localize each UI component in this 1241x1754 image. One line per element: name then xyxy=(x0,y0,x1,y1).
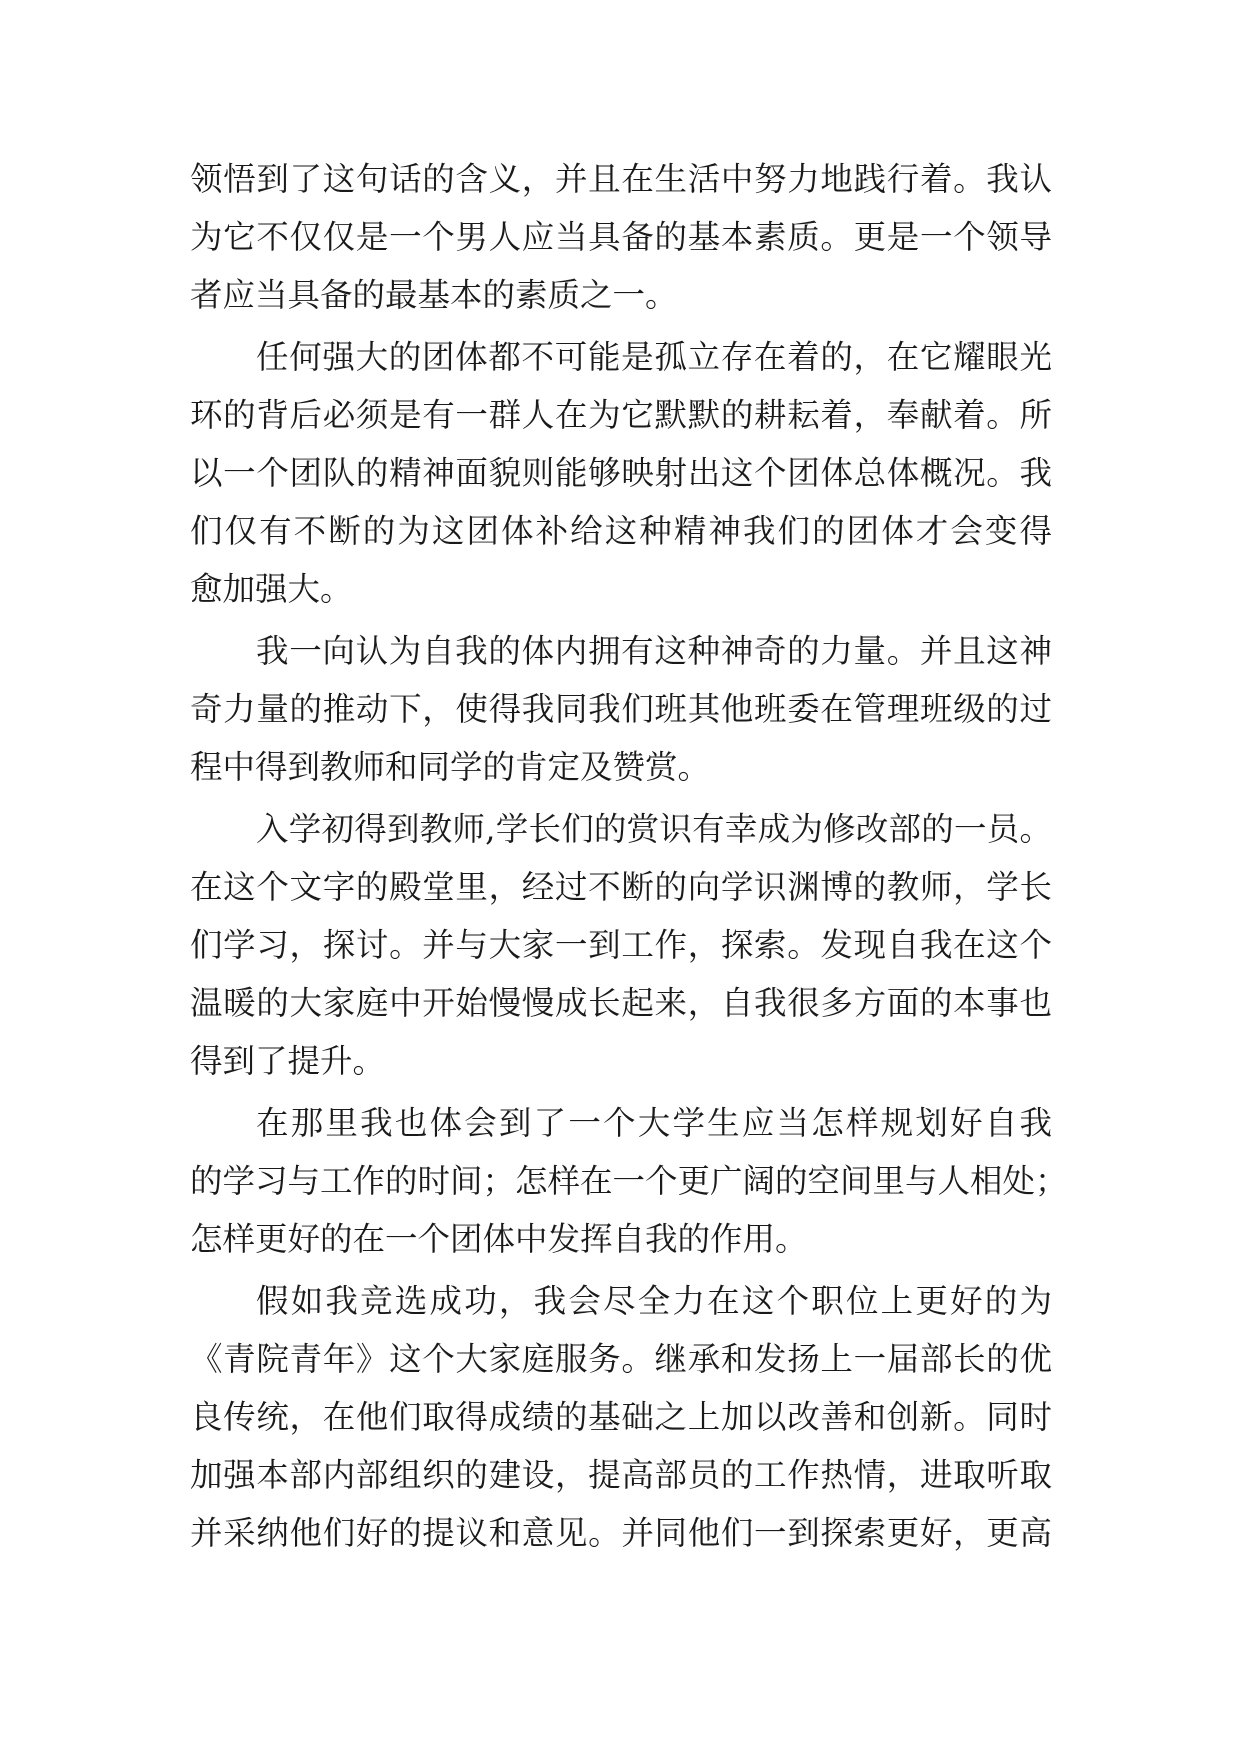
paragraph-1 xyxy=(190,150,1052,324)
text-line: 领悟到了这句话的含义，并且在生活中努力地践行着。我认 xyxy=(190,160,1052,198)
document-page xyxy=(190,150,1068,1566)
text-line: 我一向认为自我的体内拥有这种神奇的力量。并且这神 xyxy=(256,632,1052,670)
text-line: 入学初得到教师,学长们的赏识有幸成为修改部的一员。 xyxy=(256,810,1052,848)
text-line: 《青院青年》这个大家庭服务。继承和发扬上一届部长的优 xyxy=(190,1340,1052,1378)
paragraph-2 xyxy=(190,328,1052,618)
text-line: 得到了提升。 xyxy=(190,1042,386,1080)
text-line: 并采纳他们好的提议和意见。并同他们一到探索更好，更高 xyxy=(190,1514,1052,1552)
text-line: 以一个团队的精神面貌则能够映射出这个团体总体概况。我 xyxy=(190,454,1052,492)
text-line: 的学习与工作的时间；怎样在一个更广阔的空间里与人相处； xyxy=(190,1162,1068,1200)
text-line: 在那里我也体会到了一个大学生应当怎样规划好自我 xyxy=(256,1104,1052,1142)
text-line: 环的背后必须是有一群人在为它默默的耕耘着，奉献着。所 xyxy=(190,396,1052,434)
text-line: 们仅有不断的为这团体补给这种精神我们的团体才会变得 xyxy=(190,512,1052,550)
text-line: 在这个文字的殿堂里，经过不断的向学识渊博的教师，学长 xyxy=(190,868,1052,906)
text-line: 良传统，在他们取得成绩的基础之上加以改善和创新。同时 xyxy=(190,1398,1052,1436)
paragraph-5 xyxy=(190,1094,1068,1268)
text-line: 为它不仅仅是一个男人应当具备的基本素质。更是一个领导 xyxy=(190,218,1052,256)
text-line: 怎样更好的在一个团体中发挥自我的作用。 xyxy=(190,1220,808,1258)
text-line: 奇力量的推动下，使得我同我们班其他班委在管理班级的过 xyxy=(190,690,1052,728)
text-line: 加强本部内部组织的建设，提高部员的工作热情，进取听取 xyxy=(190,1456,1052,1494)
text-line: 者应当具备的最基本的素质之一。 xyxy=(190,276,678,314)
text-line: 们学习，探讨。并与大家一到工作，探索。发现自我在这个 xyxy=(190,926,1052,964)
text-line: 假如我竞选成功，我会尽全力在这个职位上更好的为 xyxy=(256,1282,1052,1320)
paragraph-3 xyxy=(190,622,1052,796)
text-line: 温暖的大家庭中开始慢慢成长起来，自我很多方面的本事也 xyxy=(190,984,1052,1022)
text-line: 任何强大的团体都不可能是孤立存在着的，在它耀眼光 xyxy=(256,338,1052,376)
paragraph-6 xyxy=(190,1272,1052,1562)
text-line: 程中得到教师和同学的肯定及赞赏。 xyxy=(190,748,711,786)
paragraph-4 xyxy=(190,800,1052,1090)
text-line: 愈加强大。 xyxy=(190,570,353,608)
